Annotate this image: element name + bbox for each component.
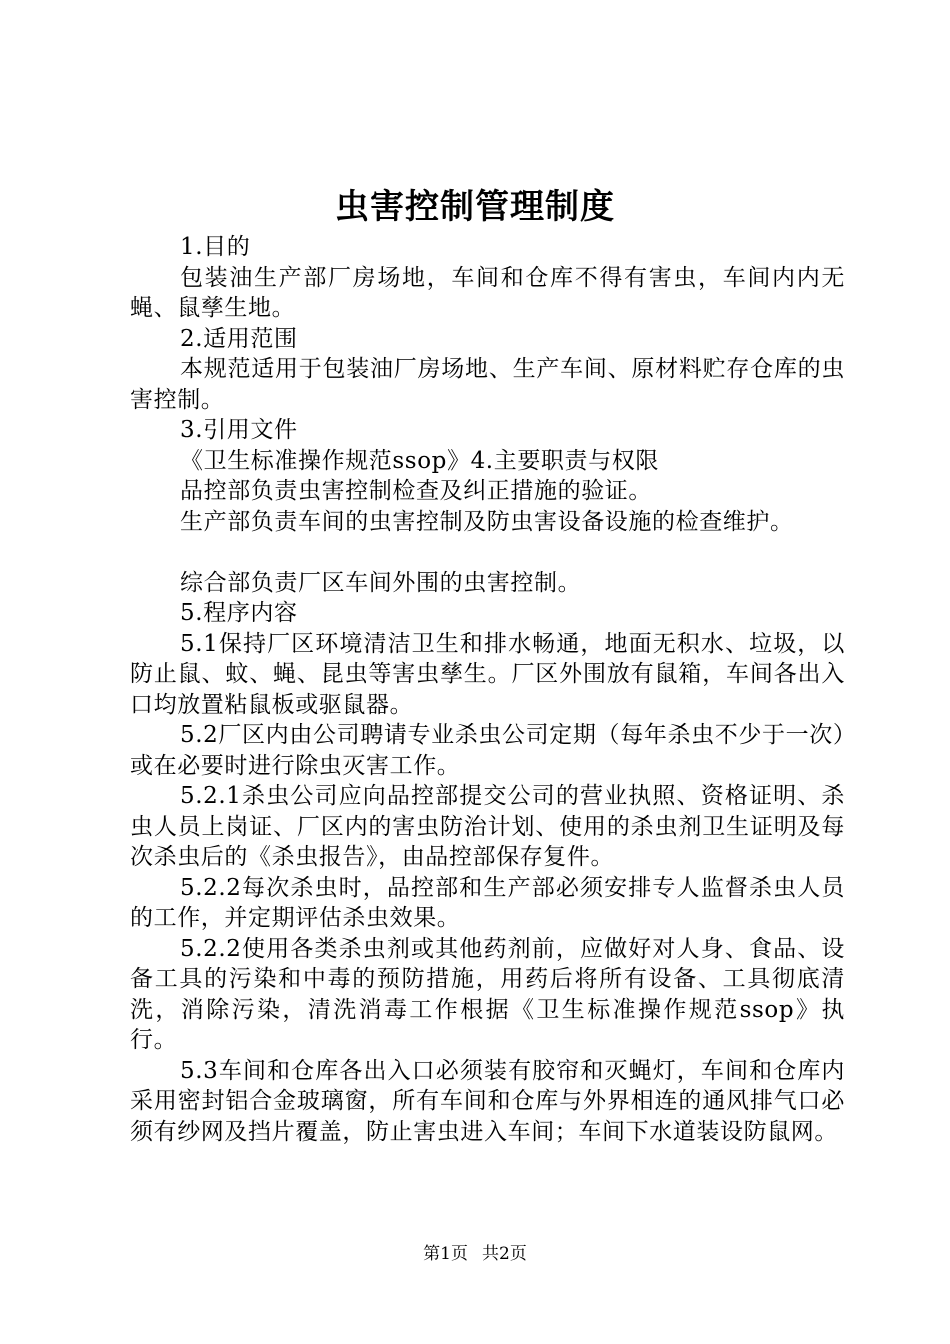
page-total: 共2页: [482, 1244, 527, 1264]
paragraph-5-2-2-pesticide: 5.2.2使用各类杀虫剂或其他药剂前，应做好对人身、食品、设备工具的污染和中毒的预防措施，用药后将所有设备、工具彻底清洗，消除污染，清洗消毒工作根据《卫生标准操作规范ssop》执行。: [130, 935, 845, 1053]
paragraph-scope: 本规范适用于包装油厂房场地、生产车间、原材料贮存仓库的虫害控制。: [130, 356, 845, 413]
heading-references: 3.引用文件: [180, 417, 298, 443]
heading-scope: 2.适用范围: [180, 325, 298, 352]
paragraph-5-1: 5.1保持厂区环境清洁卫生和排水畅通，地面无积水、垃圾，以防止鼠、蚊、蝇、昆虫等害虫孳生。厂区外围放有鼠箱，车间各出入口均放置粘鼠板或驱鼠器。: [130, 630, 845, 718]
paragraph-5-3: 5.3车间和仓库各出入口必须装有胶帘和灭蝇灯，车间和仓库内采用密封铝合金玻璃窗，所有车间和仓库与外界相连的通风排气口必须有纱网及挡片覆盖，防止害虫进入车间；车间下水道装设防鼠网。: [130, 1057, 845, 1145]
page-title: 虫害控制管理制度: [335, 187, 615, 227]
paragraph-5-2-1: 5.2.1杀虫公司应向品控部提交公司的营业执照、资格证明、杀虫人员上岗证、厂区内的害虫防治计划、使用的杀虫剂卫生证明及每次杀虫后的《杀虫报告》，由品控部保存复件。: [130, 783, 845, 870]
page-footer: [0, 1242, 950, 1266]
heading-purpose: 1.目的: [180, 234, 251, 260]
paragraph-qc-duty: 品控部负责虫害控制检查及纠正措施的验证。: [180, 478, 652, 504]
page-number: 第1页: [423, 1244, 468, 1264]
document-body: [130, 232, 845, 1147]
paragraph-admin-duty: 综合部负责厂区车间外围的虫害控制。: [180, 569, 582, 596]
heading-procedure: 5.程序内容: [180, 600, 298, 626]
paragraph-5-2: 5.2厂区内由公司聘请专业杀虫公司定期（每年杀虫不少于一次）或在必要时进行除虫灭害工作。: [130, 722, 845, 779]
paragraph-production-duty: 生产部负责车间的虫害控制及防虫害设备设施的检查维护。: [180, 508, 794, 535]
paragraph-references: 《卫生标准操作规范ssop》4.主要职责与权限: [180, 447, 659, 474]
paragraph-purpose: 包装油生产部厂房场地，车间和仓库不得有害虫，车间内内无蝇、鼠孳生地。: [130, 264, 845, 321]
paragraph-5-2-2-supervision: 5.2.2每次杀虫时，品控部和生产部必须安排专人监督杀虫人员的工作，并定期评估杀虫效果。: [130, 874, 845, 931]
